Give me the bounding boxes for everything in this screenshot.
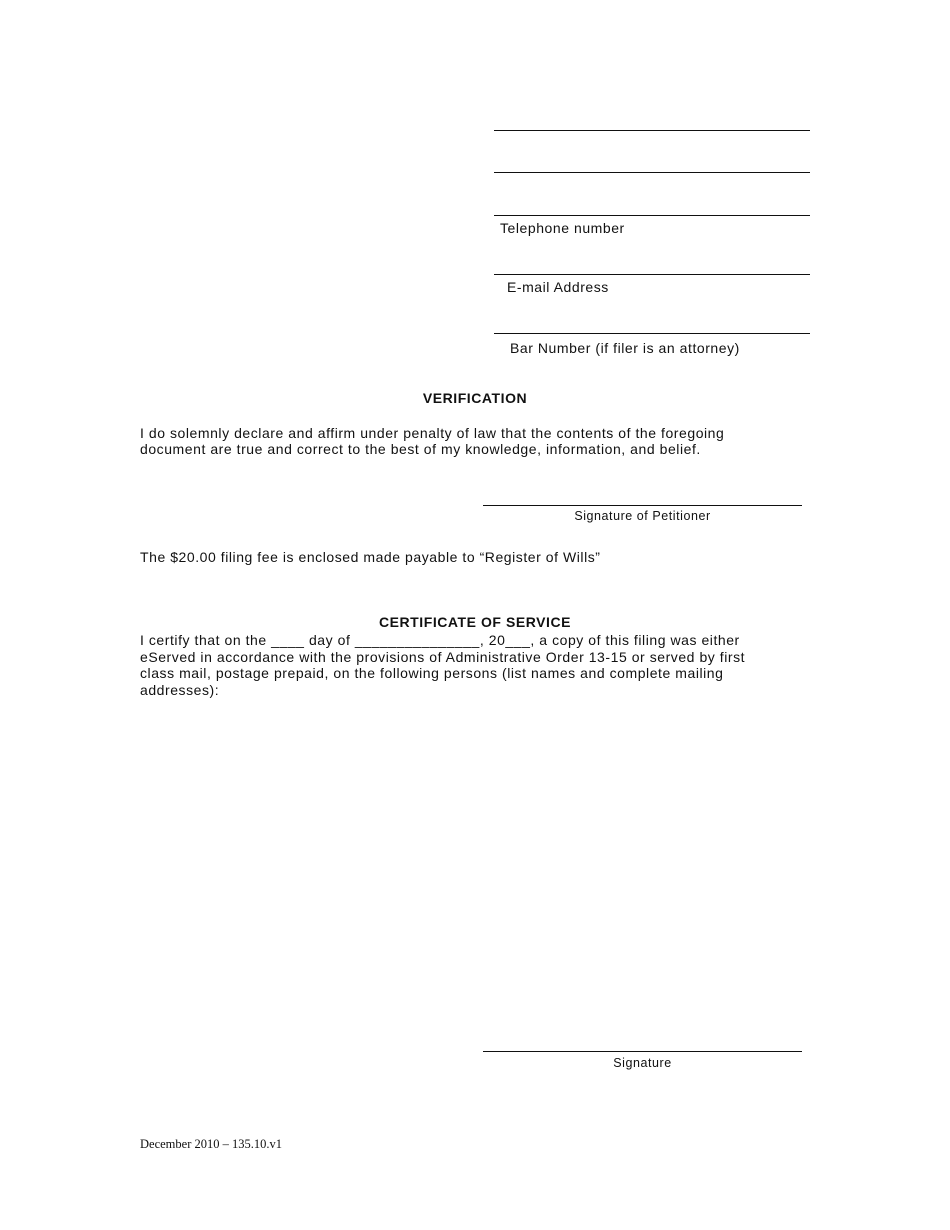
email-label: E-mail Address <box>507 279 609 295</box>
name-line[interactable] <box>494 130 810 131</box>
verification-line-2: document are true and correct to the best of my knowledge, information, and belief. <box>140 441 701 457</box>
petitioner-signature-line[interactable] <box>483 505 802 506</box>
bar-number-line[interactable] <box>494 333 810 334</box>
email-line[interactable] <box>494 274 810 275</box>
fee-text: The $20.00 filing fee is enclosed made payable to “Register of Wills” <box>140 549 601 565</box>
bar-number-label: Bar Number (if filer is an attorney) <box>510 340 740 356</box>
verification-line-1: I do solemnly declare and affirm under penalty of law that the contents of the foregoing <box>140 425 725 441</box>
certificate-line-2: eServed in accordance with the provisions of Administrative Order 13-15 or served by first <box>140 649 746 665</box>
verification-heading: VERIFICATION <box>422 390 528 406</box>
certificate-line-4: addresses): <box>140 682 220 698</box>
certificate-line-1: I certify that on the ____ day of _______________, 20___, a copy of this filing was either <box>140 632 740 648</box>
certificate-heading: CERTIFICATE OF SERVICE <box>378 614 572 630</box>
service-signature-line[interactable] <box>483 1051 802 1052</box>
telephone-label: Telephone number <box>500 220 625 236</box>
petitioner-signature-label: Signature of Petitioner <box>574 509 711 523</box>
service-signature-label: Signature <box>613 1056 672 1070</box>
footer-version: December 2010 – 135.10.v1 <box>140 1137 282 1151</box>
certificate-line-3: class mail, postage prepaid, on the following persons (list names and complete mailing <box>140 665 724 681</box>
telephone-line[interactable] <box>494 215 810 216</box>
address-line[interactable] <box>494 172 810 173</box>
